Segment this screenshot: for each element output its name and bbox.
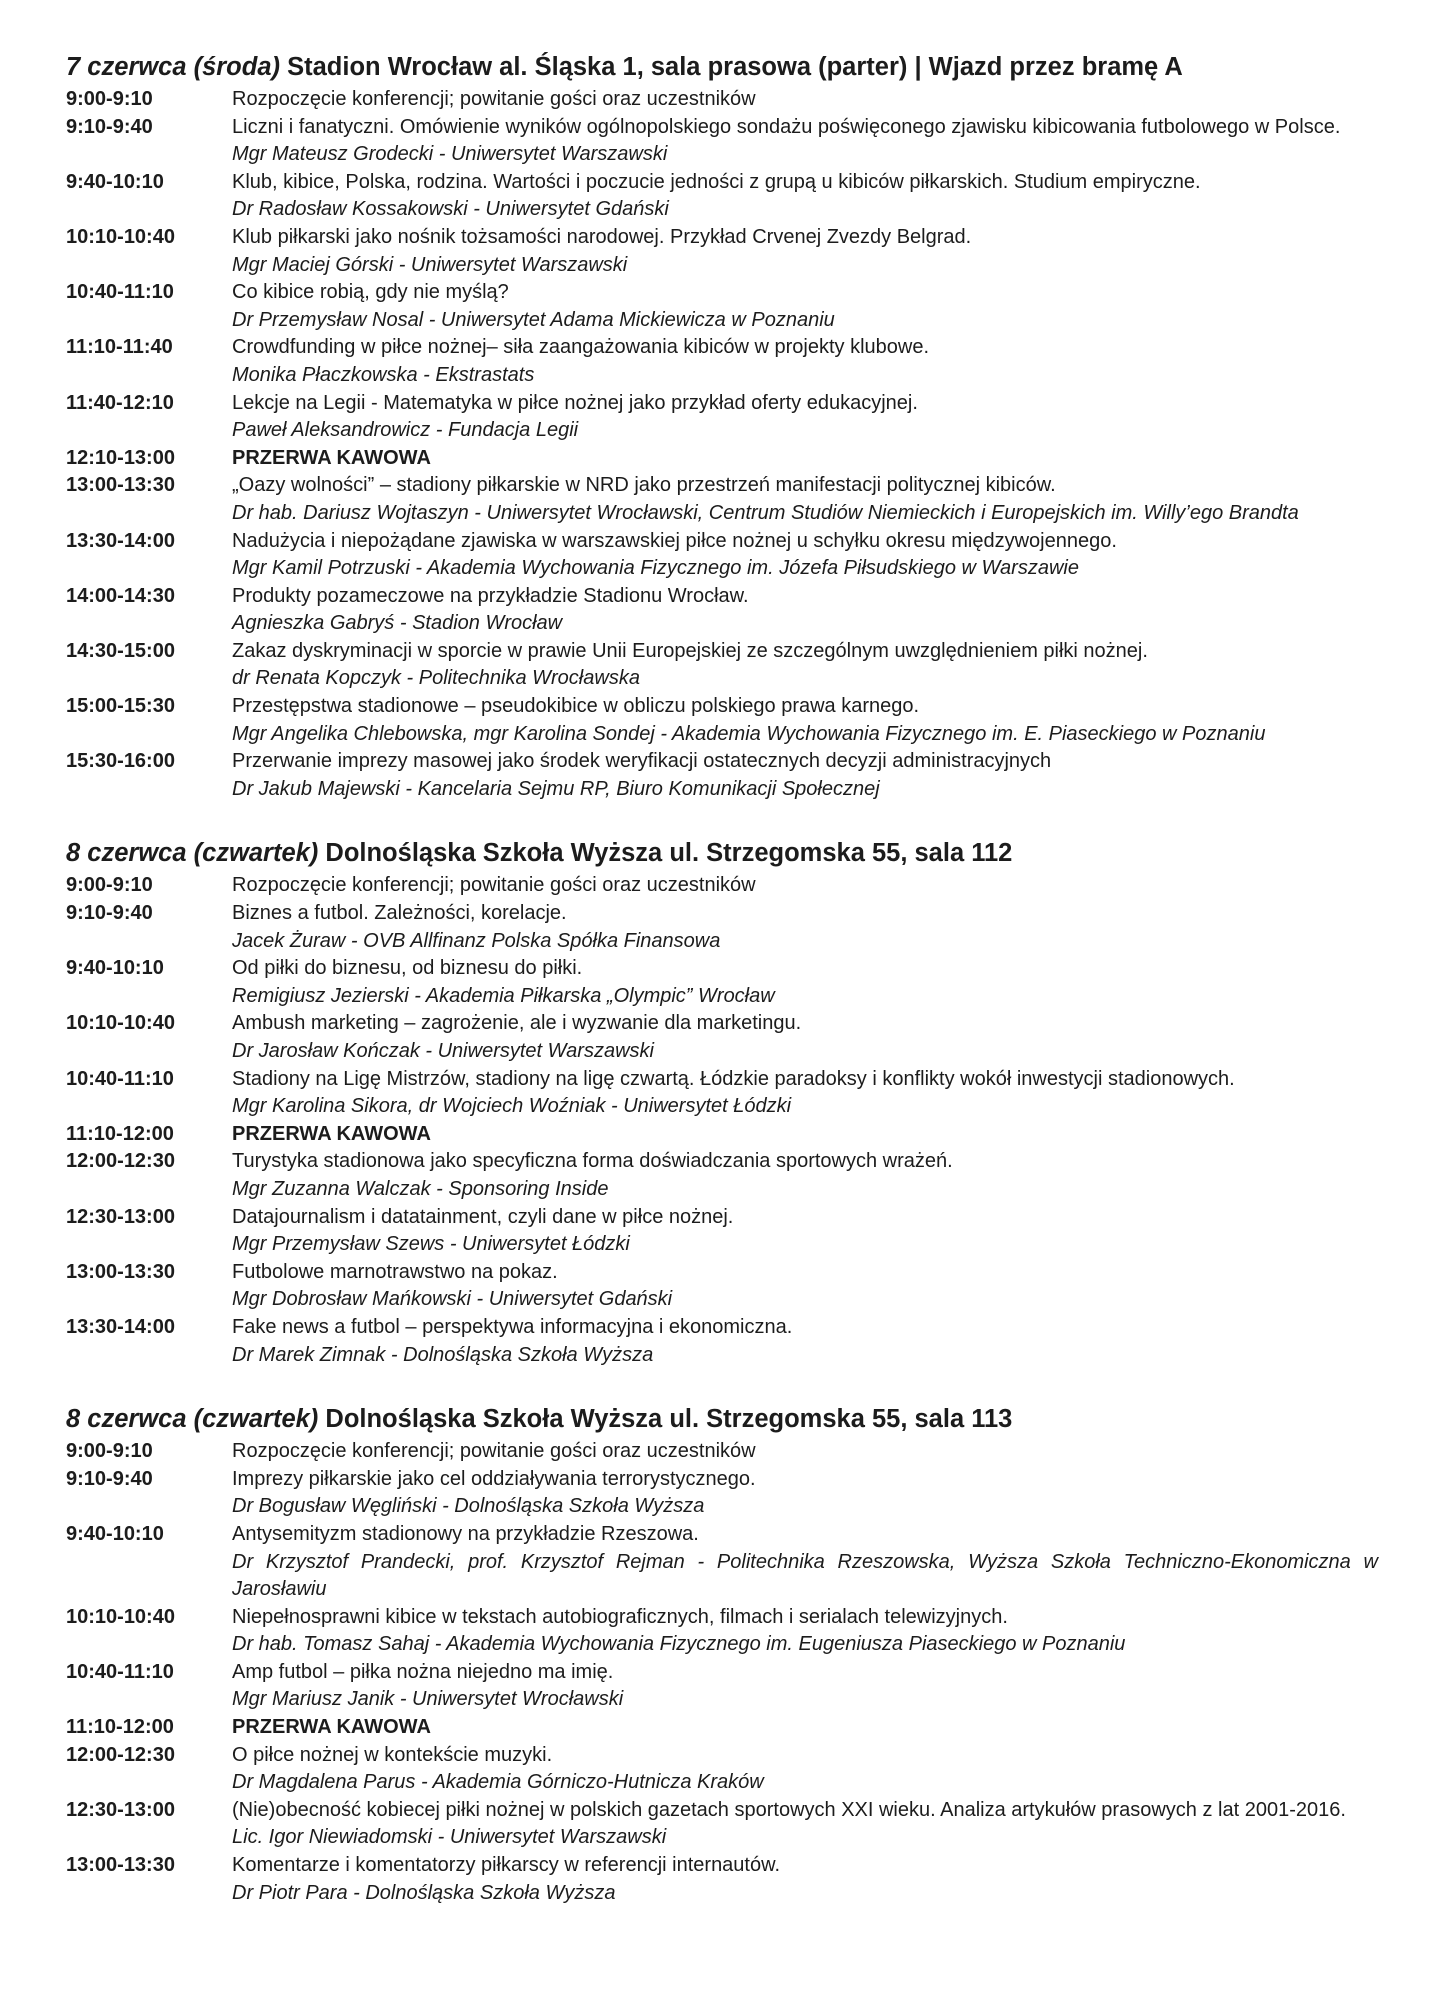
talk-title: Biznes a futbol. Zależności, korelacje. (232, 902, 567, 925)
section-heading (66, 48, 1378, 86)
talk-details (232, 445, 1378, 473)
talk-details (232, 1121, 1378, 1149)
schedule-row (66, 334, 1378, 389)
talk-title: (Nie)obecność kobiecej piłki nożnej w polskich gazetach sportowych XXI wieku. Analiza artykułów prasowych z lat 2001-2016. (232, 1798, 1346, 1821)
talk-title: Komentarze i komentatorzy piłkarscy w referencji internautów. (232, 1854, 781, 1877)
talk-details (232, 114, 1378, 169)
schedule-row (66, 693, 1378, 748)
talk-details (232, 900, 1378, 955)
time-slot: 11:10-11:40 (66, 336, 173, 359)
speaker-affiliation: Mgr Maciej Górski - Uniwersytet Warszawski (232, 253, 628, 276)
time-slot: 12:30-13:00 (66, 1205, 175, 1228)
talk-details (232, 390, 1378, 445)
talk-title: Imprezy piłkarskie jako cel oddziaływania terrorystycznego. (232, 1467, 756, 1490)
time-slot: 13:30-14:00 (66, 1315, 175, 1338)
talk-title: Futbolowe marnotrawstwo na pokaz. (232, 1260, 558, 1283)
schedule-row (66, 583, 1378, 638)
schedule-section (66, 1400, 1378, 1907)
talk-title: Ambush marketing – zagrożenie, ale i wyzwanie dla marketingu. (232, 1012, 802, 1035)
talk-title: Niepełnosprawni kibice w tekstach autobiograficznych, filmach i serialach telewizyjnych. (232, 1605, 1008, 1628)
time-slot: 9:40-10:10 (66, 957, 164, 980)
talk-details (232, 1714, 1378, 1742)
speaker-affiliation: Dr Radosław Kossakowski - Uniwersytet Gdański (232, 198, 669, 221)
speaker-affiliation: Mgr Mariusz Janik - Uniwersytet Wrocławski (232, 1688, 624, 1711)
speaker-affiliation: Monika Płaczkowska - Ekstrastats (232, 363, 535, 386)
talk-title: Datajournalism i datatainment, czyli dane w piłce nożnej. (232, 1205, 734, 1228)
speaker-affiliation: Dr Bogusław Węgliński - Dolnośląska Szkoła Wyższa (232, 1495, 705, 1518)
section-day: 7 czerwca (środa) (66, 53, 281, 81)
schedule-row (66, 1466, 1378, 1521)
speaker-affiliation: Mgr Angelika Chlebowska, mgr Karolina Sondej - Akademia Wychowania Fizycznego im. E. Piaseckiego w Poznaniu (232, 722, 1266, 745)
break-label: PRZERWA KAWOWA (232, 1716, 431, 1739)
speaker-affiliation: Mgr Dobrosław Mańkowski - Uniwersytet Gdański (232, 1288, 673, 1311)
conference-schedule (66, 48, 1378, 1938)
time-slot: 12:30-13:00 (66, 1798, 175, 1821)
talk-details (232, 638, 1378, 693)
talk-title: Rozpoczęcie konferencji; powitanie gości oraz uczestników (232, 1440, 756, 1463)
time-slot: 9:10-9:40 (66, 902, 153, 925)
schedule-row (66, 86, 1378, 114)
talk-title: Amp futbol – piłka nożna niejedno ma imię. (232, 1660, 614, 1683)
talk-details (232, 1148, 1378, 1203)
talk-title: Co kibice robią, gdy nie myślą? (232, 281, 509, 304)
time-slot: 13:30-14:00 (66, 529, 175, 552)
talk-title: Zakaz dyskryminacji w sporcie w prawie Unii Europejskiej ze szczególnym uwzględnieniem piłki nożnej. (232, 639, 1148, 662)
time-slot: 13:00-13:30 (66, 1854, 175, 1877)
time-slot: 12:00-12:30 (66, 1150, 175, 1173)
talk-details (232, 693, 1378, 748)
schedule-row (66, 638, 1378, 693)
talk-details (232, 169, 1378, 224)
time-slot: 11:10-12:00 (66, 1716, 174, 1739)
schedule-row (66, 1259, 1378, 1314)
section-heading (66, 834, 1378, 872)
talk-details (232, 1742, 1378, 1797)
talk-details (232, 1314, 1378, 1369)
talk-title: Antysemityzm stadionowy na przykładzie Rzeszowa. (232, 1522, 699, 1545)
coffee-break-row (66, 445, 1378, 473)
time-slot: 15:00-15:30 (66, 695, 175, 718)
schedule-row (66, 169, 1378, 224)
schedule-section (66, 834, 1378, 1369)
schedule-row (66, 528, 1378, 583)
talk-details (232, 1659, 1378, 1714)
talk-title: Klub piłkarski jako nośnik tożsamości narodowej. Przykład Crvenej Zvezdy Belgrad. (232, 225, 972, 248)
speaker-affiliation: Mgr Przemysław Szews - Uniwersytet Łódzki (232, 1233, 630, 1256)
talk-details (232, 528, 1378, 583)
schedule-row (66, 114, 1378, 169)
time-slot: 15:30-16:00 (66, 750, 175, 773)
section-venue: Dolnośląska Szkoła Wyższa ul. Strzegomska 55, sala 112 (325, 839, 1013, 868)
talk-title: Rozpoczęcie konferencji; powitanie gości oraz uczestników (232, 88, 756, 110)
time-slot: 12:10-13:00 (66, 446, 175, 469)
section-day: 8 czerwca (czwartek) (66, 1405, 319, 1434)
time-slot: 9:10-9:40 (66, 1467, 153, 1490)
schedule-row (66, 955, 1378, 1010)
speaker-affiliation: Mgr Karolina Sikora, dr Wojciech Woźniak - Uniwersytet Łódzki (232, 1095, 792, 1118)
time-slot: 14:30-15:00 (66, 639, 175, 662)
section-venue: Stadion Wrocław al. Śląska 1, sala prasowa (parter) | Wjazd przez bramę A (287, 53, 1183, 81)
talk-title: „Oazy wolności” – stadiony piłkarskie w NRD jako przestrzeń manifestacji politycznej kibiców. (232, 474, 1056, 497)
time-slot: 10:10-10:40 (66, 225, 175, 248)
talk-title: Od piłki do biznesu, od biznesu do piłki. (232, 957, 583, 980)
talk-details (232, 1204, 1378, 1259)
talk-details (232, 872, 1378, 900)
schedule-row (66, 872, 1378, 900)
talk-title: Przerwanie imprezy masowej jako środek weryfikacji ostatecznych decyzji administracyjnych (232, 750, 1052, 773)
schedule-row (66, 1438, 1378, 1466)
schedule-row (66, 1604, 1378, 1659)
time-slot: 10:40-11:10 (66, 1067, 174, 1090)
time-slot: 10:40-11:10 (66, 1660, 174, 1683)
section-heading (66, 1400, 1378, 1438)
talk-details (232, 334, 1378, 389)
speaker-affiliation: Mgr Kamil Potrzuski - Akademia Wychowania Fizycznego im. Józefa Piłsudskiego w Warszawie (232, 557, 1079, 580)
speaker-affiliation: Dr hab. Tomasz Sahaj - Akademia Wychowania Fizycznego im. Eugeniusza Piaseckiego w Poznaniu (232, 1633, 1126, 1656)
time-slot: 9:00-9:10 (66, 1440, 153, 1463)
talk-title: Nadużycia i niepożądane zjawiska w warszawskiej piłce nożnej u schyłku okresu międzywojennego. (232, 529, 1117, 552)
break-label: PRZERWA KAWOWA (232, 1122, 431, 1145)
talk-details (232, 224, 1378, 279)
time-slot: 11:10-12:00 (66, 1122, 174, 1145)
talk-title: Stadiony na Ligę Mistrzów, stadiony na ligę czwartą. Łódzkie paradoksy i konflikty wokół inwestycji stadionowych. (232, 1067, 1235, 1090)
schedule-row (66, 1797, 1378, 1852)
talk-details (232, 1466, 1378, 1521)
time-slot: 9:40-10:10 (66, 1522, 164, 1545)
schedule-section (66, 48, 1378, 803)
talk-details (232, 1438, 1378, 1466)
section-day: 8 czerwca (czwartek) (66, 839, 319, 868)
speaker-affiliation: Dr Jakub Majewski - Kancelaria Sejmu RP, Biuro Komunikacji Społecznej (232, 777, 880, 800)
time-slot: 11:40-12:10 (66, 391, 174, 414)
talk-title: Rozpoczęcie konferencji; powitanie gości oraz uczestników (232, 874, 756, 897)
speaker-affiliation: Agnieszka Gabryś - Stadion Wrocław (232, 612, 563, 635)
time-slot: 9:00-9:10 (66, 874, 153, 897)
time-slot: 9:10-9:40 (66, 115, 153, 138)
schedule-row (66, 1148, 1378, 1203)
schedule-row (66, 1742, 1378, 1797)
talk-details (232, 86, 1378, 114)
speaker-affiliation: Jacek Żuraw - OVB Allfinanz Polska Spółka Finansowa (232, 929, 721, 952)
talk-title: Liczni i fanatyczni. Omówienie wyników ogólnopolskiego sondażu poświęconego zjawisku kibicowania futbolowego w Polsce. (232, 115, 1341, 138)
talk-details (232, 1010, 1378, 1065)
talk-title: Klub, kibice, Polska, rodzina. Wartości i poczucie jedności z grupą u kibiców piłkarskich. Studium empiryczne. (232, 170, 1201, 193)
schedule-row (66, 472, 1378, 527)
talk-title: Turystyka stadionowa jako specyficzna forma doświadczania sportowych wrażeń. (232, 1150, 953, 1173)
talk-details (232, 1604, 1378, 1659)
time-slot: 13:00-13:30 (66, 474, 175, 497)
schedule-row (66, 224, 1378, 279)
talk-title: Przestępstwa stadionowe – pseudokibice w obliczu polskiego prawa karnego. (232, 695, 920, 718)
speaker-affiliation: Dr Jarosław Kończak - Uniwersytet Warszawski (232, 1040, 654, 1062)
speaker-affiliation: Dr Przemysław Nosal - Uniwersytet Adama Mickiewicza w Poznaniu (232, 308, 835, 331)
talk-details (232, 1521, 1378, 1604)
talk-details (232, 1259, 1378, 1314)
time-slot: 9:40-10:10 (66, 170, 164, 193)
talk-title: Lekcje na Legii - Matematyka w piłce nożnej jako przykład oferty edukacyjnej. (232, 391, 918, 414)
time-slot: 12:00-12:30 (66, 1743, 175, 1766)
talk-details (232, 279, 1378, 334)
schedule-row (66, 1066, 1378, 1121)
schedule-row (66, 900, 1378, 955)
schedule-row (66, 1521, 1378, 1604)
speaker-affiliation: Dr Krzysztof Prandecki, prof. Krzysztof Rejman - Politechnika Rzeszowska, Wyższa Szkoła Techniczno-Ekonomiczna w Jarosławiu (232, 1550, 1378, 1601)
schedule-row (66, 1659, 1378, 1714)
schedule-row (66, 1010, 1378, 1065)
section-venue: Dolnośląska Szkoła Wyższa ul. Strzegomska 55, sala 113 (325, 1405, 1013, 1434)
talk-details (232, 1852, 1378, 1907)
schedule-row (66, 1852, 1378, 1907)
speaker-affiliation: Lic. Igor Niewiadomski - Uniwersytet Warszawski (232, 1826, 667, 1849)
talk-title: Fake news a futbol – perspektywa informacyjna i ekonomiczna. (232, 1315, 793, 1338)
schedule-row (66, 748, 1378, 803)
schedule-row (66, 390, 1378, 445)
talk-details (232, 748, 1378, 803)
speaker-affiliation: Dr Marek Zimnak - Dolnośląska Szkoła Wyższa (232, 1343, 654, 1366)
time-slot: 10:10-10:40 (66, 1012, 175, 1035)
speaker-affiliation: Dr Magdalena Parus - Akademia Górniczo-Hutnicza Kraków (232, 1771, 764, 1794)
talk-details (232, 1797, 1378, 1852)
time-slot: 9:00-9:10 (66, 88, 153, 110)
speaker-affiliation: Paweł Aleksandrowicz - Fundacja Legii (232, 419, 579, 442)
time-slot: 14:00-14:30 (66, 584, 175, 607)
speaker-affiliation: Mgr Mateusz Grodecki - Uniwersytet Warszawski (232, 143, 668, 166)
speaker-affiliation: Mgr Zuzanna Walczak - Sponsoring Inside (232, 1177, 609, 1200)
schedule-row (66, 1204, 1378, 1259)
time-slot: 10:40-11:10 (66, 281, 174, 304)
talk-title: Produkty pozameczowe na przykładzie Stadionu Wrocław. (232, 584, 749, 607)
talk-details (232, 1066, 1378, 1121)
coffee-break-row (66, 1121, 1378, 1149)
talk-details (232, 955, 1378, 1010)
time-slot: 10:10-10:40 (66, 1605, 175, 1628)
talk-details (232, 583, 1378, 638)
time-slot: 13:00-13:30 (66, 1260, 175, 1283)
talk-details (232, 472, 1378, 527)
break-label: PRZERWA KAWOWA (232, 446, 431, 469)
schedule-row (66, 1314, 1378, 1369)
speaker-affiliation: Dr Piotr Para - Dolnośląska Szkoła Wyższa (232, 1881, 616, 1904)
speaker-affiliation: Remigiusz Jezierski - Akademia Piłkarska „Olympic” Wrocław (232, 984, 775, 1007)
speaker-affiliation: dr Renata Kopczyk - Politechnika Wrocławska (232, 667, 640, 690)
speaker-affiliation: Dr hab. Dariusz Wojtaszyn - Uniwersytet Wrocławski, Centrum Studiów Niemieckich i Europejskich im. Willy’ego Brandta (232, 501, 1299, 524)
talk-title: Crowdfunding w piłce nożnej– siła zaangażowania kibiców w projekty klubowe. (232, 336, 930, 359)
schedule-row (66, 279, 1378, 334)
coffee-break-row (66, 1714, 1378, 1742)
talk-title: O piłce nożnej w kontekście muzyki. (232, 1743, 553, 1766)
